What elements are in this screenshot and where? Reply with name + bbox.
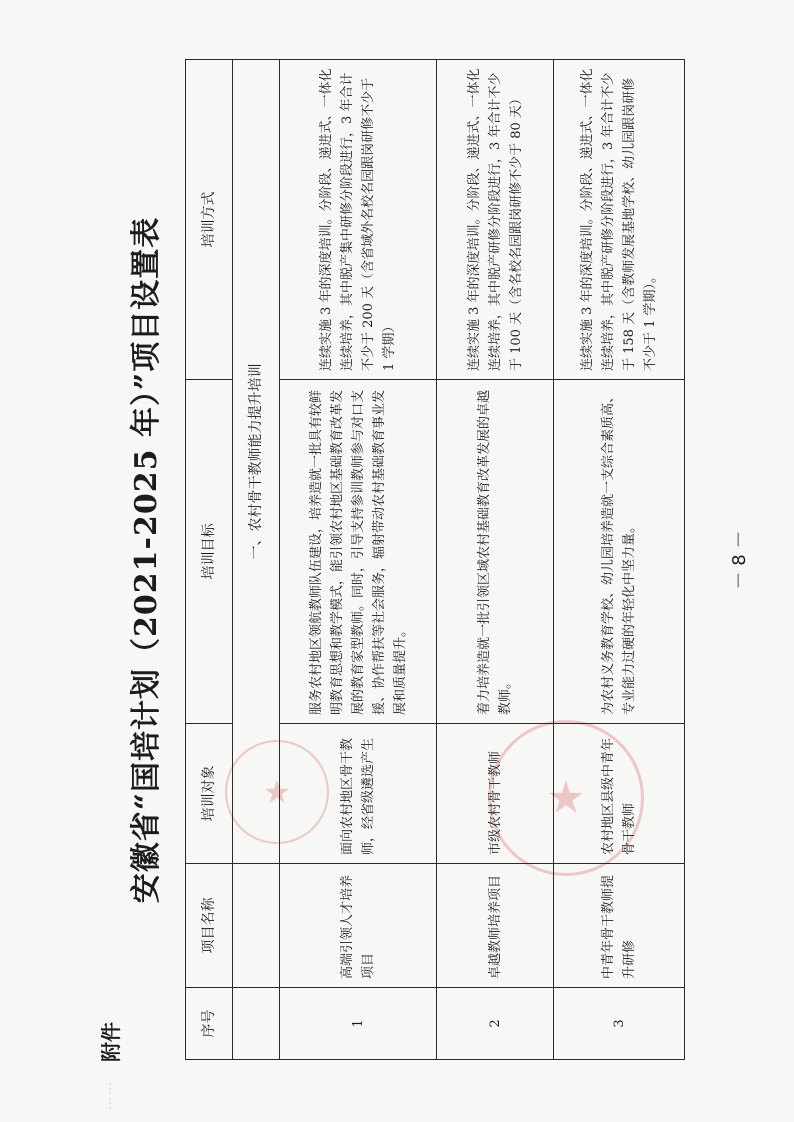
training-target: 农村地区县级中青年骨干教师 xyxy=(554,724,685,864)
table-row xyxy=(280,60,437,1060)
bleed-through-text: …… xyxy=(100,1080,115,1110)
training-target: 市级农村骨干教师 xyxy=(437,724,554,864)
seal-star-icon: ★ xyxy=(262,773,292,811)
rotated-document xyxy=(77,0,757,1120)
training-goal: 为农村义务教育学校、幼儿园培养造就一支综合素质高、专业能力过硬的年轻化中坚力量。 xyxy=(554,380,685,724)
training-method: 连续实施 3 年的深度培训。分阶段、递进式、一体化连续培养，其中脱产研修分阶段进行，3 年合计不少于 158 天（含教师发展基地学校、幼儿园跟岗研修不少于 1 学期）。 xyxy=(554,60,685,380)
training-goal: 服务农村地区领航教师队伍建设，培养造就一批具有较鲜明教育思想和教学模式，能引领农村地区基础教育改革发展的教育家型教师。同时，引导支持参训教师参与对口支援、协作帮扶等社会服务，辐射带动农村基础教育事业发展和质量提升。 xyxy=(280,380,437,724)
header-method: 培训方式 xyxy=(186,60,233,380)
section-heading: 一、农村骨干教师能力提升培训 xyxy=(233,60,280,864)
section-no-cell xyxy=(233,988,280,1060)
page-title: 安徽省“国培计划（2021-2025 年）”项目设置表 xyxy=(129,216,164,904)
header-name: 项目名称 xyxy=(186,864,233,988)
project-name: 高端引领人才培养项目 xyxy=(280,864,437,988)
project-name: 卓越教师培养项目 xyxy=(437,864,554,988)
training-goal: 着力培养造就一批引领区域农村基础教育改革发展的卓越教师。 xyxy=(437,380,554,724)
table-row xyxy=(437,60,554,1060)
row-number: 2 xyxy=(437,988,554,1060)
table-header-row xyxy=(186,60,233,1060)
training-method: 连续实施 3 年的深度培训。分阶段、递进式、一体化连续培养，其中脱产集中研修分阶段进行，3 年合计不少于 200 天（含省域外名校名园跟岗研修不少于 1 学期） xyxy=(280,60,437,380)
attachment-label: 附件 xyxy=(99,1022,123,1062)
page-number: － 8 － xyxy=(729,530,750,590)
row-number: 1 xyxy=(280,988,437,1060)
header-goal: 培训目标 xyxy=(186,380,233,724)
project-name: 中青年骨干教师提升研修 xyxy=(554,864,685,988)
training-method: 连续实施 3 年的深度培训。分阶段、递进式、一体化连续培养，其中脱产研修分阶段进行，3 年合计不少于 100 天（含名校名园跟岗研修不少于 80 天） xyxy=(437,60,554,380)
header-target: 培训对象 xyxy=(186,724,233,864)
section-name-cell xyxy=(233,864,280,988)
header-no: 序号 xyxy=(186,988,233,1060)
section-row xyxy=(233,60,280,1060)
table-row xyxy=(554,60,685,1060)
seal-star-icon: ★ xyxy=(546,772,586,824)
row-number: 3 xyxy=(554,988,685,1060)
project-table xyxy=(185,59,685,1060)
training-target: 面向农村地区骨干教师，经省级遴选产生 xyxy=(280,724,437,864)
